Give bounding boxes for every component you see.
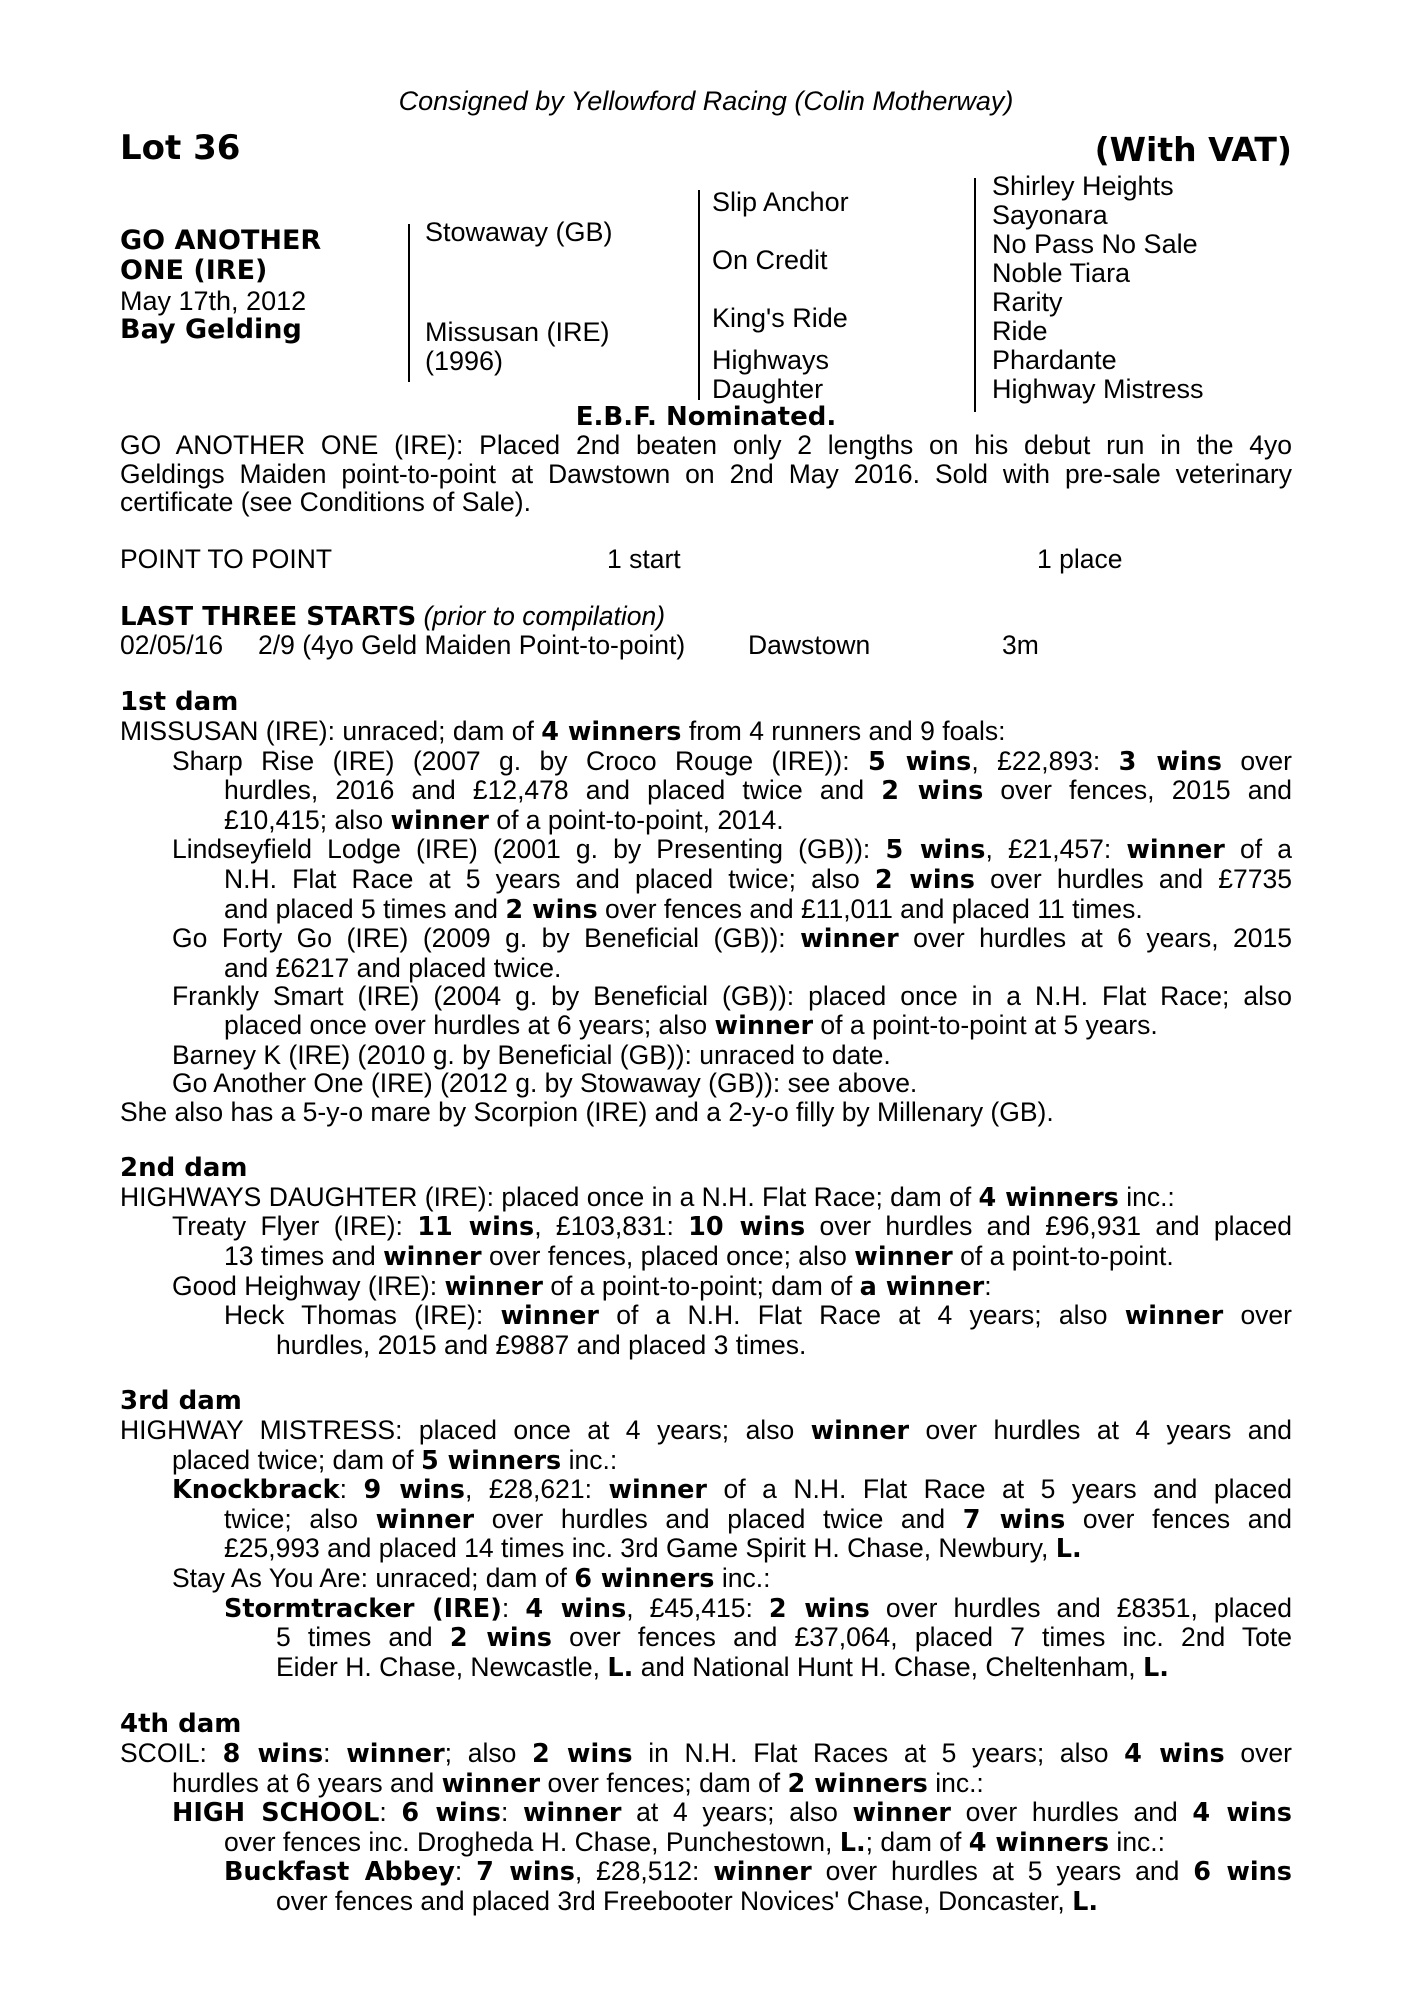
pedigree-sire: Stowaway (GB) xyxy=(425,217,613,247)
start-course: Dawstown xyxy=(748,630,871,661)
ebf-nominated: E.B.F. Nominated. xyxy=(575,402,837,432)
dam2-line: Good Heighway (IRE): winner of a point-to-point; dam of a winner: xyxy=(172,1270,992,1302)
dam3-line: twice; also winner over hurdles and placed twice and 7 wins over fences and xyxy=(224,1503,1292,1535)
dam1-line: Frankly Smart (IRE) (2004 g. by Beneficial (GB)): placed once in a N.H. Flat Race; also xyxy=(172,981,1292,1012)
dam1-line: Go Another One (IRE) (2012 g. by Stowaway (GB)): see above. xyxy=(172,1068,918,1099)
dam4-line: Buckfast Abbey: 7 wins, £28,512: winner over hurdles at 5 years and 6 wins xyxy=(224,1856,1292,1888)
last-starts-heading xyxy=(120,602,1292,632)
dam1-line: N.H. Flat Race at 5 years and placed twice; also 2 wins over hurdles and £7735 xyxy=(224,863,1292,895)
dam4-line: over fences inc. Drogheda H. Chase, Punchestown, L.; dam of 4 winners inc.: xyxy=(224,1826,1166,1858)
start-result: 2/9 (4yo Geld Maiden Point-to-point) xyxy=(258,630,686,661)
horse-name-line1: GO ANOTHER xyxy=(120,225,322,256)
great-grandparent-7: Phardante xyxy=(992,345,1117,375)
great-grandparent-2: Sayonara xyxy=(992,200,1108,230)
great-grandparent-8: Highway Mistress xyxy=(992,374,1204,404)
section-heading-3rd-dam: 3rd dam xyxy=(120,1386,242,1417)
intro-line: certificate (see Conditions of Sale). xyxy=(120,487,531,518)
intro-line: GO ANOTHER ONE (IRE): Placed 2nd beaten only 2 lengths on his debut run in the 4yo xyxy=(120,430,1292,460)
dam1-line: and £6217 and placed twice. xyxy=(224,952,562,983)
horse-name-line2: ONE (IRE) xyxy=(120,255,268,286)
dam1-line: Barney K (IRE) (2010 g. by Beneficial (GB)): unraced to date. xyxy=(172,1039,891,1070)
pedigree-divider-1 xyxy=(408,224,410,382)
horse-dob: May 17th, 2012 xyxy=(120,286,307,316)
start-date: 02/05/16 xyxy=(120,630,224,661)
dam4-line: hurdles at 6 years and winner over fences; dam of 2 winners inc.: xyxy=(172,1767,984,1799)
dam1-line: placed once over hurdles at 6 years; also winner of a point-to-point at 5 years. xyxy=(224,1009,1158,1041)
great-grandparent-6: Ride xyxy=(992,316,1048,346)
dam3-line: placed twice; dam of 5 winners inc.: xyxy=(172,1444,618,1476)
pedigree-great-grandparents xyxy=(992,172,1204,404)
start-distance: 3m xyxy=(1002,630,1039,661)
dam4-line: SCOIL: 8 wins: winner; also 2 wins in N.H. Flat Races at 5 years; also 4 wins over xyxy=(120,1737,1292,1769)
dam2-line: HIGHWAYS DAUGHTER (IRE): placed once in a N.H. Flat Race; dam of 4 winners inc.: xyxy=(120,1181,1175,1213)
horse-name xyxy=(120,226,321,286)
dam3-line: Knockbrack: 9 wins, £28,621: winner of a N.H. Flat Race at 5 years and placed xyxy=(172,1474,1292,1506)
vat-status: (With VAT) xyxy=(1094,130,1292,169)
dam1-line: Sharp Rise (IRE) (2007 g. by Croco Rouge (IRE)): 5 wins, £22,893: 3 wins over xyxy=(172,745,1292,777)
record-starts: 1 start xyxy=(607,543,681,574)
section-heading-1st-dam: 1st dam xyxy=(120,687,239,718)
dam1-line: £10,415; also winner of a point-to-point, 2014. xyxy=(224,804,784,836)
dam1-line: and placed 5 times and 2 wins over fences and £11,011 and placed 11 times. xyxy=(224,893,1143,925)
dam1-line: She also has a 5-y-o mare by Scorpion (IRE) and a 2-y-o filly by Millenary (GB). xyxy=(120,1096,1054,1127)
pedigree-sire-sire: Slip Anchor xyxy=(712,187,849,217)
dam1-line: Go Forty Go (IRE) (2009 g. by Beneficial (GB)): winner over hurdles at 6 years, 2015 xyxy=(172,923,1292,955)
pedigree-dam-dam-line1: Highways xyxy=(712,345,830,375)
dam3-line: Eider H. Chase, Newcastle, L. and National Hunt H. Chase, Cheltenham, L. xyxy=(276,1651,1169,1683)
intro-line: Geldings Maiden point-to-point at Dawstown on 2nd May 2016. Sold with pre-sale veterinary xyxy=(120,458,1292,489)
dam3-line: HIGHWAY MISTRESS: placed once at 4 years; also winner over hurdles at 4 years and xyxy=(120,1415,1292,1447)
last-starts-title: LAST THREE STARTS xyxy=(120,601,417,632)
dam3-line: Stay As You Are: unraced; dam of 6 winners inc.: xyxy=(172,1563,771,1594)
dam2-line: 13 times and winner over fences, placed once; also winner of a point-to-point. xyxy=(224,1241,1174,1273)
pedigree-dam-name: Missusan (IRE) xyxy=(425,317,610,347)
dam3-line: 5 times and 2 wins over fences and £37,064, placed 7 times inc. 2nd Tote xyxy=(276,1622,1292,1654)
great-grandparent-5: Rarity xyxy=(992,287,1063,317)
dam2-line: Heck Thomas (IRE): winner of a N.H. Flat Race at 4 years; also winner over xyxy=(224,1300,1292,1332)
dam2-line: Treaty Flyer (IRE): 11 wins, £103,831: 10 wins over hurdles and £96,931 and placed xyxy=(172,1211,1293,1243)
pedigree-dam-dam-line2: Daughter xyxy=(712,374,824,404)
record-places: 1 place xyxy=(1037,543,1123,574)
pedigree-dam-year: (1996) xyxy=(425,346,504,376)
pedigree-divider-2 xyxy=(698,190,700,400)
lot-number: Lot 36 xyxy=(120,128,241,168)
section-heading-4th-dam: 4th dam xyxy=(120,1709,242,1740)
pedigree-dam-sire: King's Ride xyxy=(712,303,848,333)
horse-sex: Bay Gelding xyxy=(120,314,302,345)
catalogue-body xyxy=(120,431,1292,1917)
dam1-line: MISSUSAN (IRE): unraced; dam of 4 winners from 4 runners and 9 foals: xyxy=(120,715,1006,747)
table-row xyxy=(120,631,1292,660)
dam2-line: hurdles, 2015 and £9887 and placed 3 times. xyxy=(276,1329,807,1360)
race-record xyxy=(120,545,1292,574)
dam3-line: Stormtracker (IRE): 4 wins, £45,415: 2 wins over hurdles and £8351, placed xyxy=(224,1592,1292,1624)
pedigree-sire-dam: On Credit xyxy=(712,245,828,275)
pedigree-divider-3 xyxy=(974,178,976,412)
great-grandparent-3: No Pass No Sale xyxy=(992,229,1198,259)
pedigree-dam xyxy=(425,318,610,376)
record-type: POINT TO POINT xyxy=(120,543,333,574)
dam1-line: Lindseyfield Lodge (IRE) (2001 g. by Presenting (GB)): 5 wins, £21,457: winner of a xyxy=(172,834,1292,866)
dam4-line: over fences and placed 3rd Freebooter Novices' Chase, Doncaster, L. xyxy=(276,1885,1099,1917)
pedigree-dam-dam xyxy=(712,346,829,404)
last-starts-note: (prior to compilation) xyxy=(423,600,666,631)
consignor-line: Consigned by Yellowford Racing (Colin Motherway) xyxy=(398,86,1014,116)
dam4-line: HIGH SCHOOL: 6 wins: winner at 4 years; also winner over hurdles and 4 wins xyxy=(172,1797,1292,1829)
dam1-line: hurdles, 2016 and £12,478 and placed twice and 2 wins over fences, 2015 and xyxy=(224,775,1292,807)
dam3-line: £25,993 and placed 14 times inc. 3rd Game Spirit H. Chase, Newbury, L. xyxy=(224,1533,1082,1565)
great-grandparent-4: Noble Tiara xyxy=(992,258,1131,288)
section-heading-2nd-dam: 2nd dam xyxy=(120,1153,248,1184)
great-grandparent-1: Shirley Heights xyxy=(992,171,1174,201)
